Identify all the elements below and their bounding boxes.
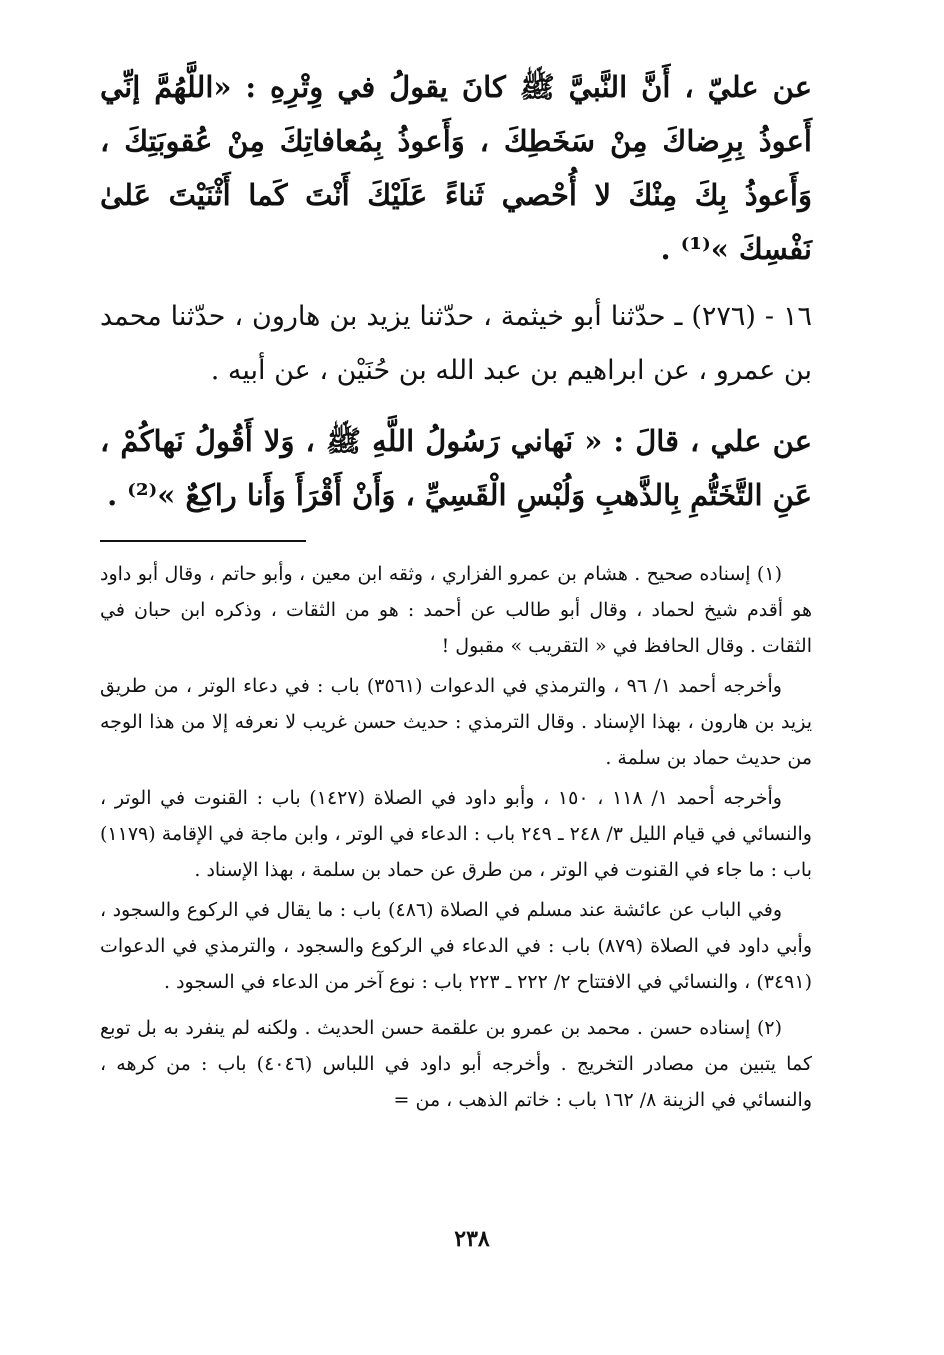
footnote-1-takhrij-a: وأخرجه أحمد ١/ ٩٦ ، والترمذي في الدعوات (٣٥٦١) باب : في دعاء الوتر ، من طريق يزيد بن هارون ، بهذا الإسناد . وقال الترمذي : حديث حسن غريب لا نعرفه إلا من هذا الوجه من حديث حماد بن سلمة . [100,675,812,769]
hadith-16 [100,290,812,522]
page-number: ٢٣٨ [454,1226,490,1252]
footnote-1-takhrij-b: وأخرجه أحمد ١/ ١١٨ ، ١٥٠ ، وأبو داود في الصلاة (١٤٢٧) باب : القنوت في الوتر ، والنسائي في قيام الليل ٣/ ٢٤٨ ـ ٢٤٩ باب : الدعاء في الوتر ، وابن ماجة في الإقامة (١١٧٩) باب : ما جاء في القنوت في الوتر ، من طرق عن حماد بن سلمة ، بهذا الإسناد . [100,787,812,881]
hadith-15-matn: عن عليّ ، أَنَّ النَّبيَّ ﷺ كانَ يقولُ في وِتْرِهِ : «اللَّهُمَّ إنِّي أَعوذُ بِرِضاكَ مِنْ سَخَطِكَ ، وَأَعوذُ بِمُعافاتِكَ مِنْ عُقوبَتِكَ ، وَأَعوذُ بِكَ مِنْكَ لا أُحْصي ثَناءً عَلَيْكَ أَنْتَ كَما أَثْنَيْتَ عَلىٰ نَفْسِكَ »⁽¹⁾ . [100,70,812,266]
main-body [100,60,812,536]
footnotes [100,556,812,1122]
footnote-2: (٢) إسناده حسن . محمد بن عمرو بن علقمة حسن الحديث . ولكنه لم ينفرد به بل توبع كما يتبين من مصادر التخريج . وأخرجه أبو داود في اللباس (٤٠٤٦) باب : من كرهه ، والنسائي في الزينة ٨/ ١٦٢ باب : خاتم الذهب ، من = [100,1017,812,1111]
footnote-1-takhrij-c: وفي الباب عن عائشة عند مسلم في الصلاة (٤٨٦) باب : ما يقال في الركوع والسجود ، وأبي داود في الصلاة (٨٧٩) باب : في الدعاء في الركوع والسجود ، والترمذي في الدعوات (٣٤٩١) ، والنسائي في الافتتاح ٢/ ٢٢٢ ـ ٢٢٣ باب : نوع آخر من الدعاء في السجود . [100,899,813,993]
hadith-16-matn: عن علي ، قالَ : « نَهاني رَسُولُ اللَّهِ ﷺ ، وَلا أَقُولُ نَهاكُمْ ، عَنِ التَّخَتُّمِ بِالذَّهبِ وَلُبْسِ الْقَسِيِّ ، وَأَنْ أَقْرَأَ وَأَنا راكِعٌ »⁽²⁾ . [100,424,812,512]
footnote-divider [100,540,306,542]
hadith-15 [100,60,812,276]
hadith-16-isnad: ١٦ - (٢٧٦) ـ حدّثنا أبو خيثمة ، حدّثنا يزيد بن هارون ، حدّثنا محمد بن عمرو ، عن ابراهيم بن عبد الله بن حُنَيْن ، عن أبيه . [100,301,812,386]
footnote-1: (١) إسناده صحيح . هشام بن عمرو الفزاري ، وثقه ابن معين ، وأبو حاتم ، وقال أبو داود هو أقدم شيخ لحماد ، وقال أبو طالب عن أحمد : هو من الثقات ، وذكره ابن حبان في الثقات . وقال الحافظ في « التقريب » مقبول ! [100,563,812,657]
